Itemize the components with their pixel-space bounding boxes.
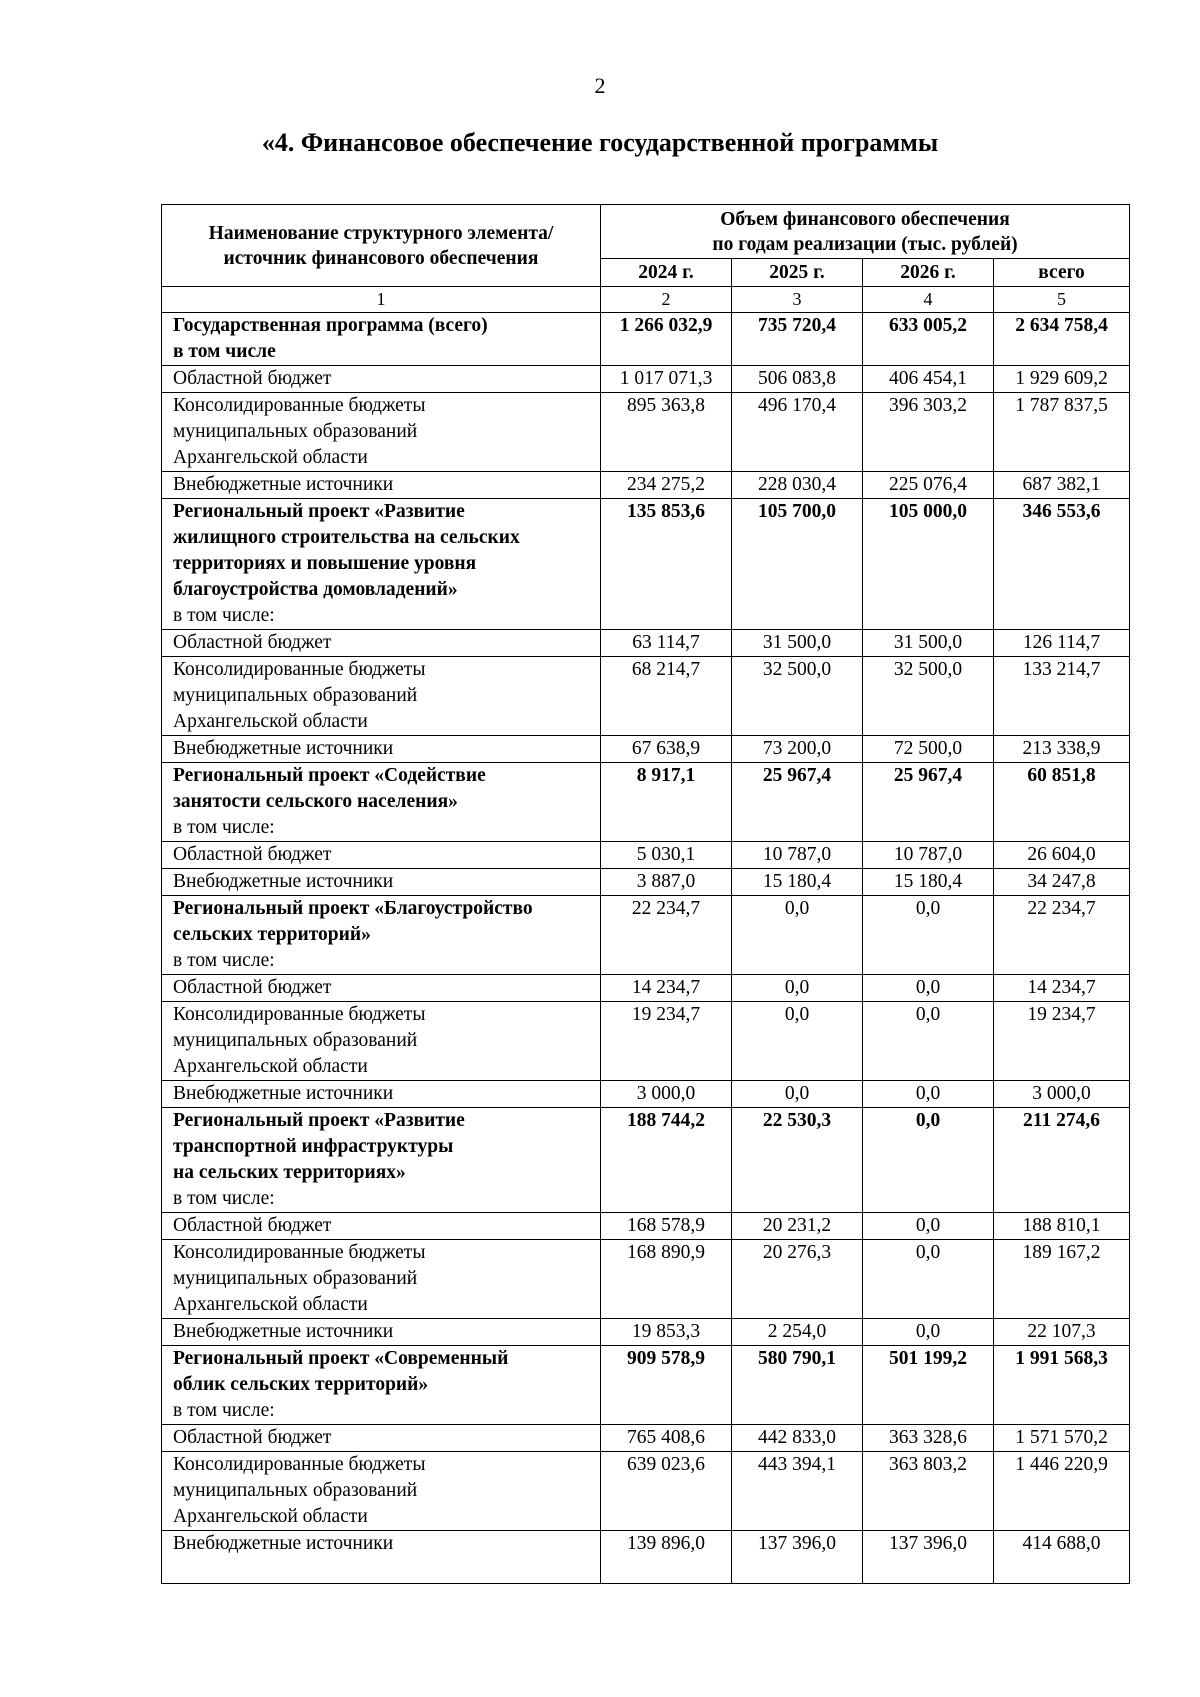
row-name-cell bbox=[162, 1346, 601, 1425]
value-cell: 1 446 220,9 bbox=[994, 1452, 1130, 1531]
row-name-line: Внебюджетные источники bbox=[173, 1321, 394, 1342]
value-cell: 63 114,7 bbox=[601, 630, 732, 657]
row-name-line: жилищного строительства на сельских bbox=[173, 527, 520, 548]
row-subtitle: в том числе: bbox=[173, 1188, 275, 1209]
row-name-cell bbox=[162, 1452, 601, 1531]
value-cell: 133 214,7 bbox=[994, 657, 1130, 736]
header-name-line-2: источник финансового обеспечения bbox=[223, 247, 539, 269]
row-subtitle: в том числе: bbox=[173, 817, 275, 838]
row-name-line: Консолидированные бюджеты bbox=[173, 659, 426, 680]
row-name-line: сельских территорий» bbox=[173, 924, 371, 945]
row-name-line: Архангельской области bbox=[173, 711, 368, 732]
row-name-line: Внебюджетные источники bbox=[173, 738, 394, 759]
row-name-line: Архангельской области bbox=[173, 1506, 368, 1527]
value-cell: 68 214,7 bbox=[601, 657, 732, 736]
row-name-line: на сельских территориях» bbox=[173, 1162, 406, 1183]
value-cell: 31 500,0 bbox=[732, 630, 863, 657]
value-cell: 135 853,6 bbox=[601, 499, 732, 630]
value-cell: 443 394,1 bbox=[732, 1452, 863, 1531]
value-cell: 0,0 bbox=[863, 1002, 994, 1081]
value-cell: 20 276,3 bbox=[732, 1240, 863, 1319]
row-name-line: занятости сельского населения» bbox=[173, 791, 458, 812]
table-row-section bbox=[162, 313, 1130, 366]
value-cell: 22 107,3 bbox=[994, 1319, 1130, 1346]
row-name-line: Областной бюджет bbox=[173, 1427, 332, 1448]
column-number: 2 bbox=[601, 287, 732, 313]
table-row-section bbox=[162, 499, 1130, 630]
value-cell: 496 170,4 bbox=[732, 393, 863, 472]
value-cell: 687 382,1 bbox=[994, 472, 1130, 499]
value-cell: 32 500,0 bbox=[863, 657, 994, 736]
value-cell: 0,0 bbox=[863, 1108, 994, 1213]
table-row bbox=[162, 630, 1130, 657]
row-name-cell bbox=[162, 763, 601, 842]
value-cell: 0,0 bbox=[732, 975, 863, 1002]
row-name-line: транспортной инфраструктуры bbox=[173, 1136, 454, 1157]
value-cell: 126 114,7 bbox=[994, 630, 1130, 657]
column-number: 5 bbox=[994, 287, 1130, 313]
page-number: 2 bbox=[594, 73, 606, 98]
value-cell: 1 571 570,2 bbox=[994, 1425, 1130, 1452]
row-name-line: муниципальных образований bbox=[173, 685, 418, 706]
table-row bbox=[162, 869, 1130, 896]
row-name-cell bbox=[162, 869, 601, 896]
value-cell: 909 578,9 bbox=[601, 1346, 732, 1425]
value-cell: 2 634 758,4 bbox=[994, 313, 1130, 366]
value-cell: 73 200,0 bbox=[732, 736, 863, 763]
row-name-line: Областной бюджет bbox=[173, 977, 332, 998]
row-name-cell bbox=[162, 842, 601, 869]
row-name-line: Региональный проект «Развитие bbox=[173, 501, 465, 522]
table-row bbox=[162, 1213, 1130, 1240]
row-name-line: Региональный проект «Современный bbox=[173, 1348, 509, 1369]
table-row bbox=[162, 1081, 1130, 1108]
value-cell: 0,0 bbox=[863, 1213, 994, 1240]
header-year-2026: 2026 г. bbox=[863, 259, 994, 287]
value-cell: 25 967,4 bbox=[732, 763, 863, 842]
value-cell: 8 917,1 bbox=[601, 763, 732, 842]
value-cell: 580 790,1 bbox=[732, 1346, 863, 1425]
value-cell: 105 000,0 bbox=[863, 499, 994, 630]
row-name-line: территориях и повышение уровня bbox=[173, 553, 477, 574]
row-name-line: Региональный проект «Развитие bbox=[173, 1110, 465, 1131]
value-cell: 406 454,1 bbox=[863, 366, 994, 393]
value-cell: 168 578,9 bbox=[601, 1213, 732, 1240]
table-header bbox=[161, 204, 1130, 287]
column-number: 3 bbox=[732, 287, 863, 313]
value-cell: 34 247,8 bbox=[994, 869, 1130, 896]
value-cell: 0,0 bbox=[863, 896, 994, 975]
value-cell: 137 396,0 bbox=[863, 1531, 994, 1584]
value-cell: 633 005,2 bbox=[863, 313, 994, 366]
value-cell: 211 274,6 bbox=[994, 1108, 1130, 1213]
value-cell: 765 408,6 bbox=[601, 1425, 732, 1452]
value-cell: 895 363,8 bbox=[601, 393, 732, 472]
row-name-cell bbox=[162, 1531, 601, 1584]
value-cell: 25 967,4 bbox=[863, 763, 994, 842]
value-cell: 15 180,4 bbox=[863, 869, 994, 896]
value-cell: 10 787,0 bbox=[732, 842, 863, 869]
row-name-cell bbox=[162, 975, 601, 1002]
table-row bbox=[162, 657, 1130, 736]
value-cell: 442 833,0 bbox=[732, 1425, 863, 1452]
value-cell: 228 030,4 bbox=[732, 472, 863, 499]
table-row bbox=[162, 1452, 1130, 1531]
row-name-line: Областной бюджет bbox=[173, 844, 332, 865]
row-name-line: Областной бюджет bbox=[173, 632, 332, 653]
value-cell: 22 234,7 bbox=[601, 896, 732, 975]
table-row-section bbox=[162, 896, 1130, 975]
row-name-line: облик сельских территорий» bbox=[173, 1374, 429, 1395]
value-cell: 3 000,0 bbox=[601, 1081, 732, 1108]
value-cell: 14 234,7 bbox=[994, 975, 1130, 1002]
row-name-cell bbox=[162, 896, 601, 975]
value-cell: 501 199,2 bbox=[863, 1346, 994, 1425]
value-cell: 14 234,7 bbox=[601, 975, 732, 1002]
table-row bbox=[162, 842, 1130, 869]
row-name-line: Консолидированные бюджеты bbox=[173, 1004, 426, 1025]
value-cell: 2 254,0 bbox=[732, 1319, 863, 1346]
row-name-line: Архангельской области bbox=[173, 447, 368, 468]
header-year-2025: 2025 г. bbox=[732, 259, 863, 287]
row-name-line: Внебюджетные источники bbox=[173, 1083, 394, 1104]
value-cell: 189 167,2 bbox=[994, 1240, 1130, 1319]
table-row bbox=[162, 1240, 1130, 1319]
row-name-line: Архангельской области bbox=[173, 1056, 368, 1077]
value-cell: 19 234,7 bbox=[994, 1002, 1130, 1081]
row-name-line: муниципальных образований bbox=[173, 1268, 418, 1289]
row-subtitle: в том числе: bbox=[173, 950, 275, 971]
value-cell: 1 017 071,3 bbox=[601, 366, 732, 393]
value-cell: 363 803,2 bbox=[863, 1452, 994, 1531]
row-subtitle: в том числе: bbox=[173, 605, 275, 626]
row-name-cell bbox=[162, 630, 601, 657]
header-year-2024: 2024 г. bbox=[601, 259, 732, 287]
table-row bbox=[162, 366, 1130, 393]
header-financing-volume bbox=[601, 205, 1130, 259]
row-name-cell bbox=[162, 472, 601, 499]
table-row bbox=[162, 1002, 1130, 1081]
row-name-cell bbox=[162, 1081, 601, 1108]
header-name-line-1: Наименование структурного элемента/ bbox=[208, 222, 554, 244]
value-cell: 26 604,0 bbox=[994, 842, 1130, 869]
row-name-line: муниципальных образований bbox=[173, 421, 418, 442]
column-number-row bbox=[162, 287, 1130, 313]
row-name-cell bbox=[162, 657, 601, 736]
row-name-line: Внебюджетные источники bbox=[173, 474, 394, 495]
value-cell: 1 787 837,5 bbox=[994, 393, 1130, 472]
value-cell: 414 688,0 bbox=[994, 1531, 1130, 1584]
value-cell: 15 180,4 bbox=[732, 869, 863, 896]
value-cell: 105 700,0 bbox=[732, 499, 863, 630]
value-cell: 1 266 032,9 bbox=[601, 313, 732, 366]
row-subtitle: в том числе bbox=[173, 341, 276, 362]
row-name-line: благоустройства домовладений» bbox=[173, 579, 458, 600]
value-cell: 735 720,4 bbox=[732, 313, 863, 366]
value-cell: 32 500,0 bbox=[732, 657, 863, 736]
row-name-cell bbox=[162, 366, 601, 393]
row-name-line: Внебюджетные источники bbox=[173, 1533, 394, 1554]
table-row-section bbox=[162, 1108, 1130, 1213]
value-cell: 168 890,9 bbox=[601, 1240, 732, 1319]
value-cell: 3 887,0 bbox=[601, 869, 732, 896]
row-name-line: Внебюджетные источники bbox=[173, 871, 394, 892]
value-cell: 20 231,2 bbox=[732, 1213, 863, 1240]
row-name-line: Консолидированные бюджеты bbox=[173, 1242, 426, 1263]
row-name-line: Архангельской области bbox=[173, 1294, 368, 1315]
row-name-cell bbox=[162, 736, 601, 763]
table-row bbox=[162, 472, 1130, 499]
row-name-line: Консолидированные бюджеты bbox=[173, 1454, 426, 1475]
header-total: всего bbox=[994, 259, 1130, 287]
value-cell: 188 744,2 bbox=[601, 1108, 732, 1213]
value-cell: 1 991 568,3 bbox=[994, 1346, 1130, 1425]
table-row bbox=[162, 1425, 1130, 1452]
row-name-cell bbox=[162, 1425, 601, 1452]
table-row bbox=[162, 1531, 1130, 1584]
column-number: 4 bbox=[863, 287, 994, 313]
row-subtitle: в том числе: bbox=[173, 1400, 275, 1421]
row-name-cell bbox=[162, 499, 601, 630]
row-name-cell bbox=[162, 1240, 601, 1319]
row-name-cell bbox=[162, 393, 601, 472]
row-name-line: Областной бюджет bbox=[173, 1215, 332, 1236]
value-cell: 137 396,0 bbox=[732, 1531, 863, 1584]
table-row bbox=[162, 393, 1130, 472]
row-name-line: Региональный проект «Благоустройство bbox=[173, 898, 533, 919]
table-row bbox=[162, 975, 1130, 1002]
column-number: 1 bbox=[162, 287, 601, 313]
row-name-line: Региональный проект «Содействие bbox=[173, 765, 486, 786]
value-cell: 22 530,3 bbox=[732, 1108, 863, 1213]
financing-table bbox=[161, 286, 1130, 1584]
row-name-cell bbox=[162, 1002, 601, 1081]
value-cell: 346 553,6 bbox=[994, 499, 1130, 630]
value-cell: 0,0 bbox=[863, 975, 994, 1002]
value-cell: 31 500,0 bbox=[863, 630, 994, 657]
value-cell: 396 303,2 bbox=[863, 393, 994, 472]
table-row bbox=[162, 1319, 1130, 1346]
value-cell: 0,0 bbox=[863, 1081, 994, 1108]
value-cell: 3 000,0 bbox=[994, 1081, 1130, 1108]
document-title: «4. Финансовое обеспечение государственной программы bbox=[261, 128, 939, 157]
value-cell: 213 338,9 bbox=[994, 736, 1130, 763]
value-cell: 639 023,6 bbox=[601, 1452, 732, 1531]
value-cell: 5 030,1 bbox=[601, 842, 732, 869]
value-cell: 506 083,8 bbox=[732, 366, 863, 393]
row-name-line: Областной бюджет bbox=[173, 368, 332, 389]
value-cell: 0,0 bbox=[863, 1240, 994, 1319]
row-name-line: Консолидированные бюджеты bbox=[173, 395, 426, 416]
row-name-cell bbox=[162, 1213, 601, 1240]
value-cell: 10 787,0 bbox=[863, 842, 994, 869]
value-cell: 0,0 bbox=[732, 1081, 863, 1108]
row-name-line: муниципальных образований bbox=[173, 1480, 418, 1501]
value-cell: 67 638,9 bbox=[601, 736, 732, 763]
table-row-section bbox=[162, 763, 1130, 842]
value-cell: 19 853,3 bbox=[601, 1319, 732, 1346]
value-cell: 139 896,0 bbox=[601, 1531, 732, 1584]
value-cell: 0,0 bbox=[732, 896, 863, 975]
table-row bbox=[162, 736, 1130, 763]
value-cell: 225 076,4 bbox=[863, 472, 994, 499]
row-name-line: Государственная программа (всего) bbox=[173, 315, 488, 336]
value-cell: 1 929 609,2 bbox=[994, 366, 1130, 393]
value-cell: 188 810,1 bbox=[994, 1213, 1130, 1240]
value-cell: 363 328,6 bbox=[863, 1425, 994, 1452]
header-structural-element bbox=[162, 205, 601, 287]
value-cell: 0,0 bbox=[863, 1319, 994, 1346]
value-cell: 22 234,7 bbox=[994, 896, 1130, 975]
value-cell: 60 851,8 bbox=[994, 763, 1130, 842]
value-cell: 234 275,2 bbox=[601, 472, 732, 499]
value-cell: 0,0 bbox=[732, 1002, 863, 1081]
value-cell: 19 234,7 bbox=[601, 1002, 732, 1081]
row-name-cell bbox=[162, 313, 601, 366]
row-name-cell bbox=[162, 1108, 601, 1213]
value-cell: 72 500,0 bbox=[863, 736, 994, 763]
table-row-section bbox=[162, 1346, 1130, 1425]
row-name-cell bbox=[162, 1319, 601, 1346]
header-volume-line-1: Объем финансового обеспечения bbox=[720, 208, 1010, 230]
row-name-line: муниципальных образований bbox=[173, 1030, 418, 1051]
header-volume-line-2: по годам реализации (тыс. рублей) bbox=[712, 233, 1018, 255]
